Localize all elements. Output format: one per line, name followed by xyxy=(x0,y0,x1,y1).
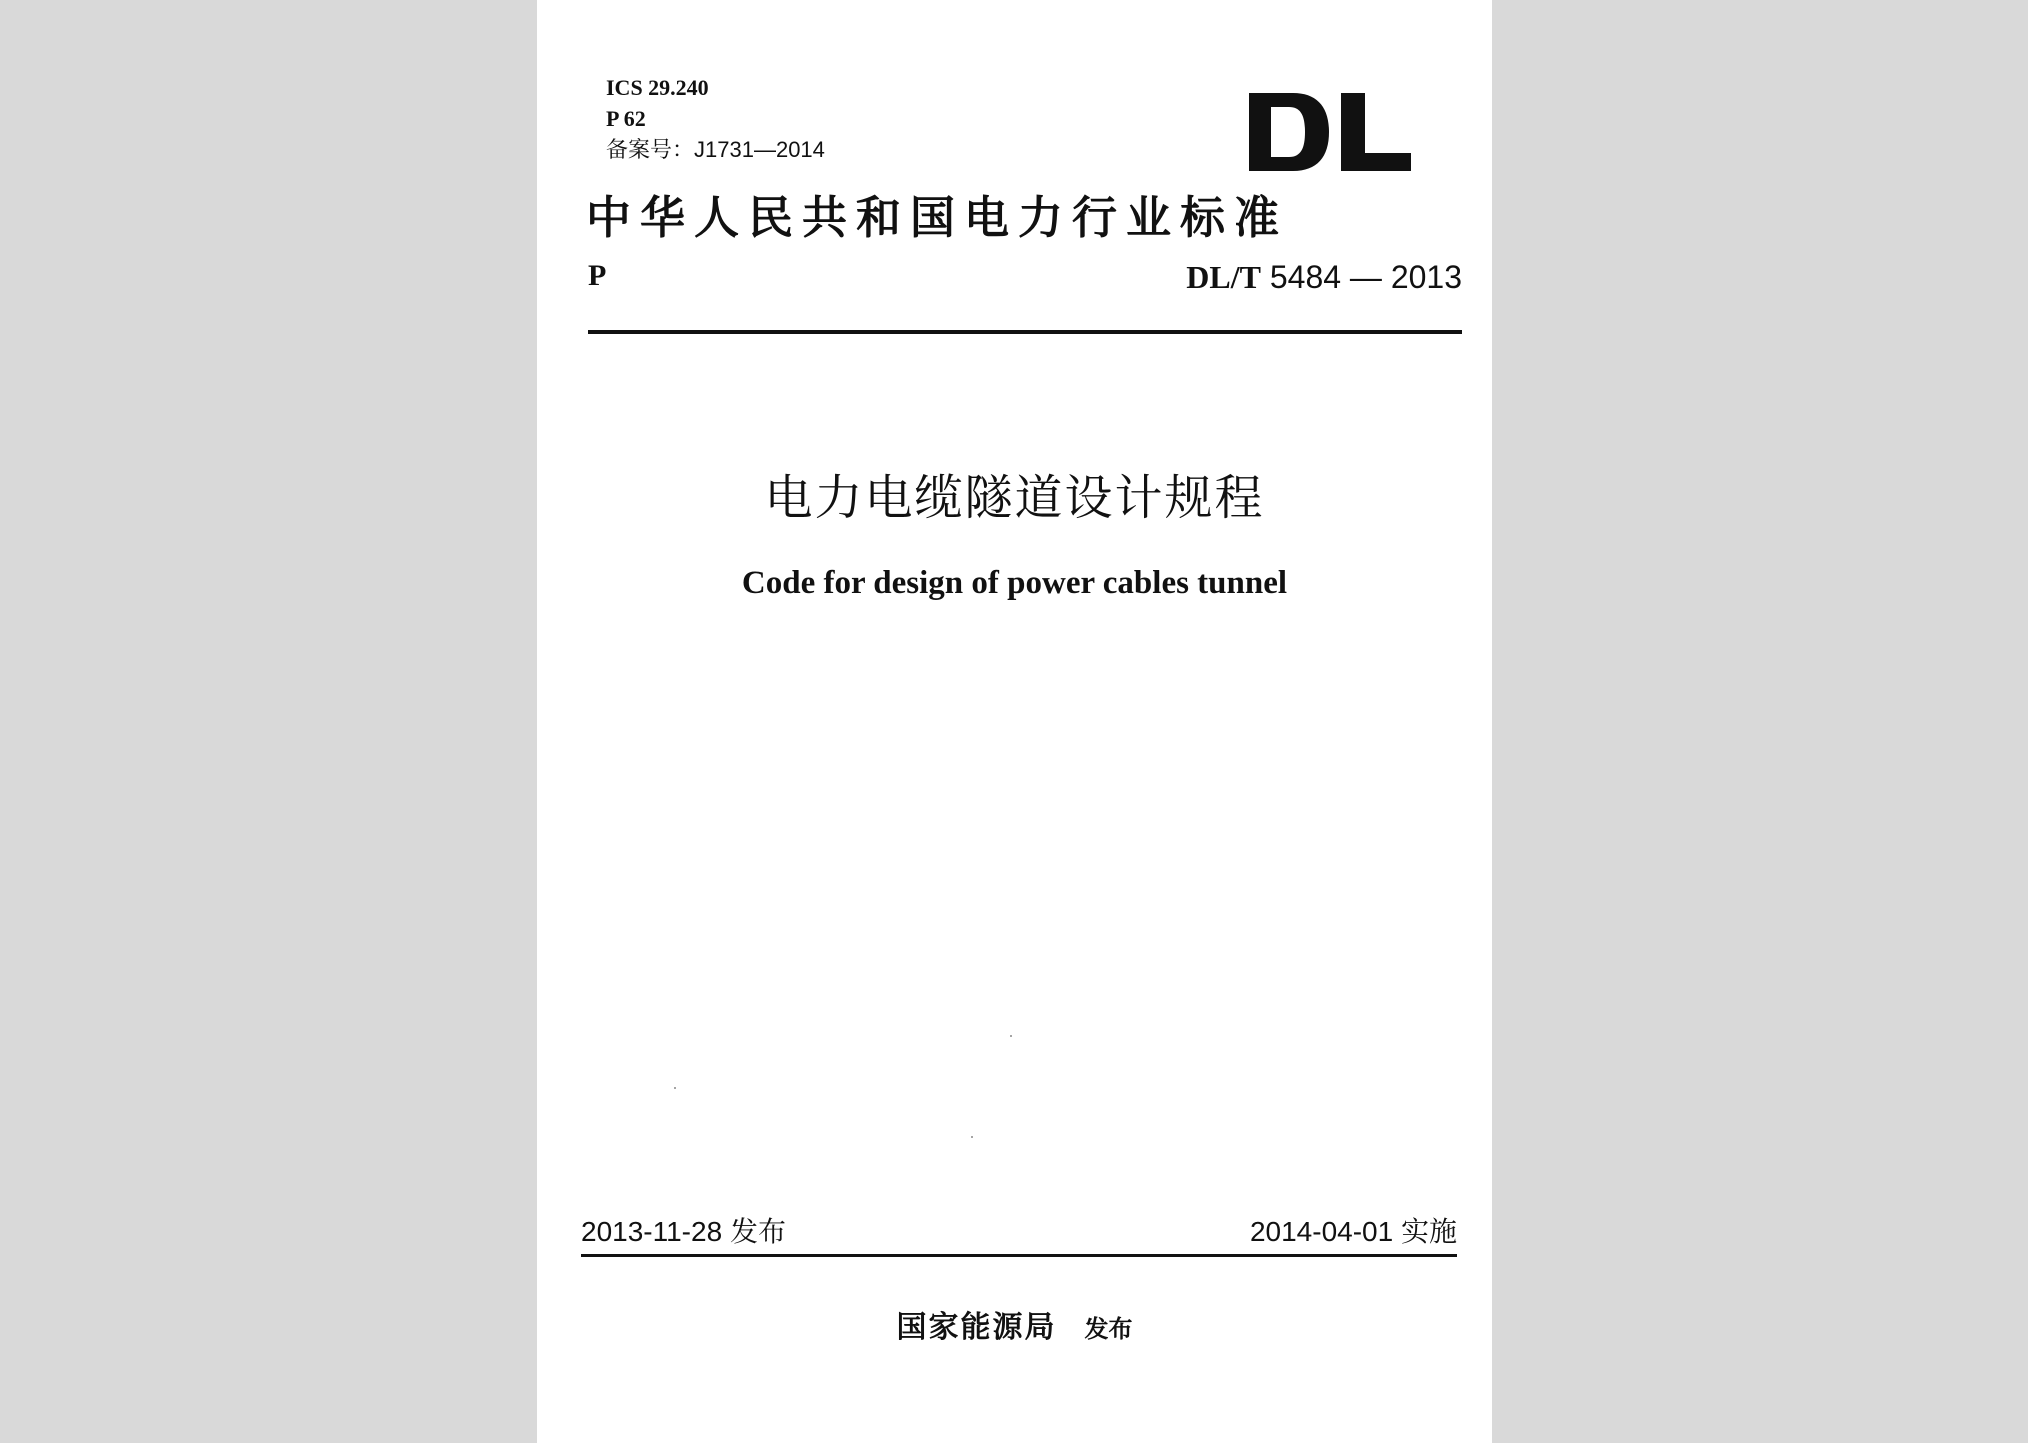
filing-number-line xyxy=(606,134,825,165)
effective-date: 2014-04-01 xyxy=(1249,1216,1394,1247)
code-prefix: DL/T xyxy=(1186,259,1261,295)
publisher-organization: 国家能源局 xyxy=(896,1310,1057,1345)
scan-speck xyxy=(971,1136,973,1138)
dates-row xyxy=(581,1210,1457,1250)
classification-code: P 62 xyxy=(606,106,646,131)
ics-code: ICS 29.240 xyxy=(606,75,709,100)
meta-block xyxy=(606,72,825,165)
publisher-line xyxy=(537,1302,1492,1346)
title-chinese: 电力电缆隧道设计规程 xyxy=(764,470,1265,526)
scan-speck xyxy=(674,1087,676,1089)
issued-label: 发布 xyxy=(729,1216,786,1247)
scan-speck xyxy=(1010,1035,1012,1037)
publisher-action: 发布 xyxy=(1084,1314,1133,1343)
filing-number: J1731—2014 xyxy=(694,137,825,162)
standard-code-row xyxy=(588,259,1462,303)
dl-logo xyxy=(1249,93,1411,171)
title-english: Code for design of power cables tunnel xyxy=(741,565,1288,601)
standard-code xyxy=(1186,259,1462,296)
issued-date: 2013-11-28 xyxy=(581,1216,723,1247)
category-letter: P xyxy=(588,259,607,292)
document-page xyxy=(537,0,1492,1443)
footer-divider xyxy=(581,1254,1457,1257)
effective-label: 实施 xyxy=(1400,1216,1457,1247)
standard-name: 中华人民共和国电力行业标准 xyxy=(586,191,1289,244)
effective-date-group xyxy=(1250,1210,1457,1250)
issued-date-group xyxy=(581,1210,786,1250)
filing-label: 备案号： xyxy=(606,137,695,162)
header-divider xyxy=(588,330,1462,334)
code-number: 5484 — 2013 xyxy=(1269,259,1462,295)
